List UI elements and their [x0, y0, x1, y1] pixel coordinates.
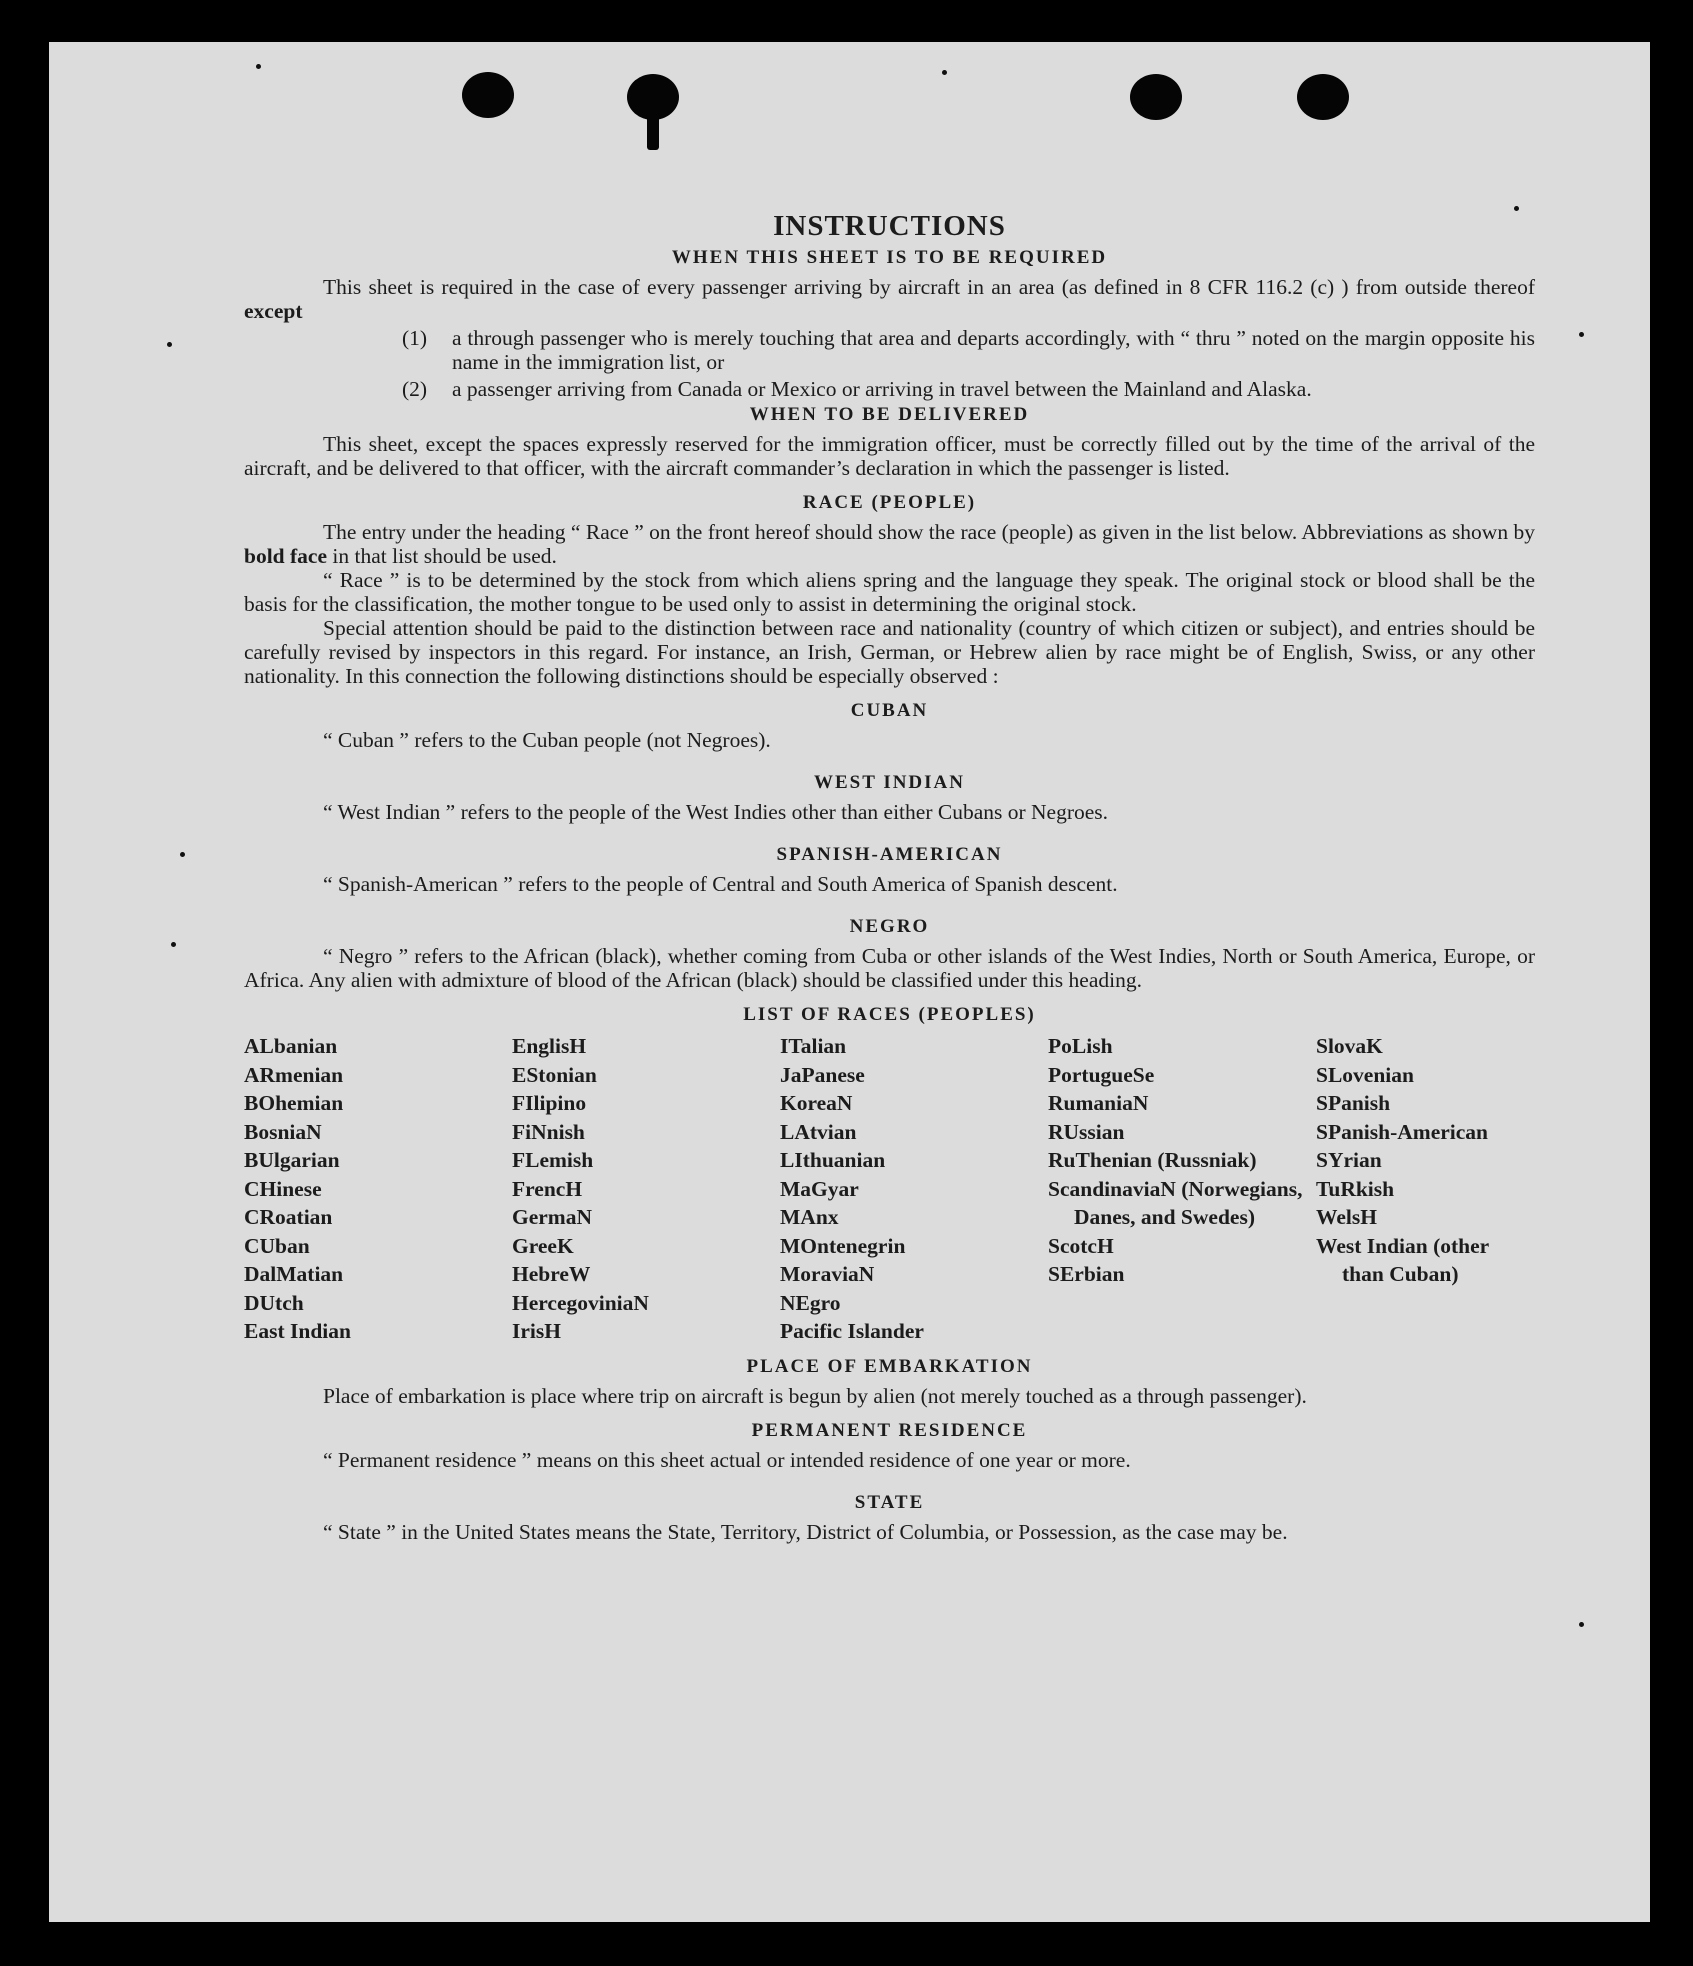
- heading-embarkation: PLACE OF EMBARKATION: [746, 1355, 1033, 1377]
- races-column: [1316, 1032, 1535, 1346]
- race-entry: KoreaN: [780, 1091, 853, 1115]
- spanish-american-text: “ Spanish-American ” refers to the people of Central and South America of Spanish descent.: [323, 872, 1118, 896]
- race-entry: EnglisH: [512, 1034, 587, 1058]
- race-entry: PortugueSe: [1048, 1062, 1155, 1087]
- race-entry: GermaN: [512, 1205, 592, 1229]
- speck: [171, 942, 176, 947]
- race-entry: HercegoviniaN: [512, 1290, 649, 1315]
- race-entry: PoLish: [1048, 1034, 1113, 1058]
- page-title: INSTRUCTIONS: [773, 210, 1006, 242]
- race-entry: DalMatian: [244, 1262, 344, 1286]
- race-text-2: “ Race ” is to be determined by the stock from which aliens spring and the language they speak. The original stock or blood shall be the basis for the classification, the mother tongue to be used only to assist in determining the original stock.: [244, 568, 1535, 616]
- race-entry: CRoatian: [244, 1205, 333, 1229]
- speck: [180, 852, 185, 857]
- race-entry: ScandinaviaN (Norwegians, Danes, and Swedes): [1048, 1176, 1303, 1229]
- race-entry: BUlgarian: [244, 1148, 340, 1172]
- race-entry: LIthuanian: [780, 1148, 886, 1172]
- race-entry: FrencH: [512, 1176, 583, 1201]
- negro-text: “ Negro ” refers to the African (black), whether coming from Cuba or other islands of the West Indies, North or South America, Europe, or Africa. Any alien with admixture of blood of the African (black) should be classified under this heading.: [244, 944, 1535, 992]
- race-entry: WelsH: [1316, 1205, 1377, 1229]
- exception-item: (2) a passenger arriving from Canada or Mexico or arriving in travel between the Mainland and Alaska.: [402, 377, 1312, 401]
- punch-hole-tear: [647, 114, 659, 150]
- race-entry: RumaniaN: [1048, 1091, 1149, 1115]
- permanent-residence-text: “ Permanent residence ” means on this sheet actual or intended residence of one year or more.: [323, 1447, 1131, 1472]
- race-entry: RUssian: [1048, 1119, 1125, 1144]
- race-entry: MaGyar: [780, 1176, 859, 1201]
- heading-state: STATE: [854, 1491, 925, 1513]
- race-text-3: Special attention should be paid to the distinction between race and nationality (country of which citizen or subject), and entries should be carefully revised by inspectors in this regard. For instance, an Irish, German, or Hebrew alien by race might be of English, Swiss, or any other nationality. In this connection the following distinctions should be especially observed :: [244, 616, 1535, 688]
- race-entry: EStonian: [512, 1062, 597, 1087]
- race-entry: FiNnish: [512, 1119, 585, 1144]
- race-entry: SYrian: [1316, 1148, 1382, 1172]
- document-page: [49, 42, 1650, 1922]
- race-entry: NEgro: [780, 1290, 841, 1315]
- races-column: [1048, 1032, 1316, 1346]
- when-required-text: This sheet is required in the case of every passenger arriving by aircraft in an area (as defined in 8 CFR 116.2 (c) ) from outside thereof except: [244, 275, 1535, 323]
- race-entry: GreeK: [512, 1233, 574, 1258]
- races-column: [244, 1032, 512, 1346]
- race-entry: JaPanese: [780, 1062, 865, 1087]
- race-entry: HebreW: [512, 1262, 591, 1286]
- race-entry: West Indian (other than Cuban): [1316, 1233, 1489, 1286]
- race-entry: CUban: [244, 1233, 310, 1258]
- race-entry: CHinese: [244, 1176, 322, 1201]
- race-entry: SLovenian: [1316, 1062, 1414, 1087]
- speck: [167, 342, 172, 347]
- race-entry: MAnx: [780, 1205, 839, 1229]
- race-entry: Pacific Islander: [780, 1319, 924, 1343]
- races-column: [780, 1032, 1048, 1346]
- speck: [1579, 332, 1584, 337]
- cuban-text: “ Cuban ” refers to the Cuban people (not Negroes).: [323, 728, 771, 752]
- punch-hole: [1130, 74, 1182, 120]
- race-entry: TuRkish: [1316, 1176, 1395, 1201]
- punch-hole: [462, 72, 514, 118]
- heading-when-delivered: WHEN TO BE DELIVERED: [749, 404, 1030, 425]
- races-list: [244, 1032, 1535, 1346]
- heading-spanish-american: SPANISH-AMERICAN: [776, 844, 1003, 865]
- race-entry: SErbian: [1048, 1262, 1125, 1286]
- race-entry: FLemish: [512, 1148, 594, 1172]
- race-entry: BosniaN: [244, 1119, 322, 1144]
- heading-when-required: WHEN THIS SHEET IS TO BE REQUIRED: [671, 247, 1108, 268]
- heading-cuban: CUBAN: [850, 700, 929, 721]
- race-entry: SPanish-American: [1316, 1119, 1488, 1144]
- race-entry: SPanish: [1316, 1091, 1391, 1115]
- race-entry: ScotcH: [1048, 1233, 1114, 1258]
- when-delivered-text: This sheet, except the spaces expressly reserved for the immigration officer, must be correctly filled out by the time of the arrival of the aircraft, and be delivered to that officer, with the aircraft commander’s declaration in which the passenger is listed.: [244, 432, 1535, 480]
- state-text: “ State ” in the United States means the State, Territory, District of Columbia, or Possession, as the case may be.: [323, 1519, 1288, 1544]
- race-entry: East Indian: [244, 1319, 351, 1343]
- race-entry: BOhemian: [244, 1091, 344, 1115]
- race-entry: DUtch: [244, 1290, 304, 1315]
- race-entry: LAtvian: [780, 1119, 857, 1144]
- race-entry: ALbanian: [244, 1034, 338, 1058]
- heading-race: RACE (PEOPLE): [802, 492, 977, 513]
- race-entry: RuThenian (Russniak): [1048, 1148, 1257, 1172]
- races-column: [512, 1032, 780, 1346]
- race-entry: MoraviaN: [780, 1262, 875, 1286]
- race-entry: IrisH: [512, 1319, 561, 1343]
- heading-list-of-races: LIST OF RACES (PEOPLES): [743, 1004, 1036, 1025]
- west-indian-text: “ West Indian ” refers to the people of the West Indies other than either Cubans or Negroes.: [323, 800, 1109, 824]
- speck: [256, 64, 261, 69]
- race-entry: SlovaK: [1316, 1034, 1383, 1058]
- race-entry: FIlipino: [512, 1091, 587, 1115]
- embarkation-text: Place of embarkation is place where trip on aircraft is begun by alien (not merely touched as a through passenger).: [323, 1383, 1307, 1408]
- heading-negro: NEGRO: [849, 916, 930, 937]
- race-entry: MOntenegrin: [780, 1233, 906, 1258]
- race-entry: ITalian: [780, 1034, 847, 1058]
- heading-permanent-residence: PERMANENT RESIDENCE: [751, 1419, 1028, 1441]
- exception-item: (1) a through passenger who is merely touching that area and departs accordingly, with “ thru ” noted on the margin opposite his name in the immigration list, or: [402, 326, 1535, 374]
- race-entry: ARmenian: [244, 1062, 344, 1087]
- instructions-body: [244, 162, 1535, 1544]
- heading-west-indian: WEST INDIAN: [814, 772, 965, 793]
- race-text-1: The entry under the heading “ Race ” on the front hereof should show the race (people) as given in the list below. Abbreviations as shown by bold face in that list should be used.: [244, 520, 1535, 568]
- speck: [942, 70, 947, 75]
- speck: [1579, 1622, 1584, 1627]
- punch-hole: [1297, 74, 1349, 120]
